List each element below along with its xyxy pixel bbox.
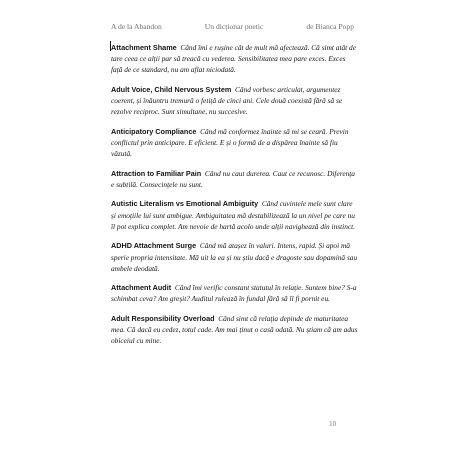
dictionary-entry [111,240,358,274]
dictionary-entries [111,42,358,355]
entry-term: Attraction to Familiar Pain [111,168,202,178]
dictionary-entry [111,282,358,304]
header-chapter: A de la Abandon [111,22,162,31]
dictionary-entry [111,84,358,118]
entry-definition: Când cuvintele mele sunt clare și emoțiile lui sunt ambigue. Ambiguitatea mă destabilizează la un nivel pe care nu îl pot explica complet. Am nevoie de hartă acolo unde alții navighează din instinct. [111,199,355,231]
entry-term: Adult Responsibility Overload [111,313,215,323]
entry-term: Anticipatory Compliance [111,126,197,136]
dictionary-entry [111,168,358,190]
entry-definition: Când mă conformez înainte să mi se ceară. Previn conflictul prin anticipare. E eficient. E și o formă de a dispărea înainte să fiu văzută. [111,126,349,159]
header-author: de Bianca Popp [306,22,354,31]
entry-term: Attachment Audit [111,283,172,293]
entry-definition: Când îmi e rușine cât de mult mă afectează. Că simt atât de tare ceea ce alții par să treacă cu vederea. Sensibilitatea mea pare exces. Exces față de ce standard, nu am aflat niciodată. [111,43,356,75]
running-header [111,22,354,31]
entry-definition: Când simt că relația depinde de maturitatea mea. Că dacă eu cedez, totul cade. Am mai ținut o casă odată. Nu știam că am adus obiceiul cu mine. [111,313,358,346]
dictionary-entry [111,313,358,347]
entry-term: ADHD Attachment Surge [111,241,197,251]
entry-term: Adult Voice, Child Nervous System [111,84,232,94]
header-book-title: Un dicționar poetic [204,22,264,31]
entry-definition: Când nu caut durerea. Caut ce recunosc. Diferența e subtilă. Consecințele nu sunt. [111,168,355,189]
dictionary-entry [111,126,358,160]
entry-definition: Când îmi verific constant statutul în relație. Suntem bine? S-a schimbat ceva? Am greșit? Auditul rulează în fundal fără să îl fi pornit eu. [111,283,357,304]
dictionary-entry [111,42,358,76]
dictionary-entry [111,198,358,232]
entry-term: Autistic Literalism vs Emotional Ambiguity [111,199,259,209]
page-number: 10 [329,420,337,428]
entry-definition: Când mă atașez în valuri. Intens, rapid. Și apoi mă sperie propria intensitate. Mă uit la ea și nu știu dacă e dragoste sau dopamină sau ambele deodată. [111,241,358,273]
entry-term: Attachment Shame [111,43,177,52]
entry-definition: Când vorbesc articulat, argumentez coerent, și înăuntru tremură o fetiță de cinci ani. Cele două coexistă fără să se rezolve reciproc. Sunt simultane, nu succesive. [111,84,343,117]
